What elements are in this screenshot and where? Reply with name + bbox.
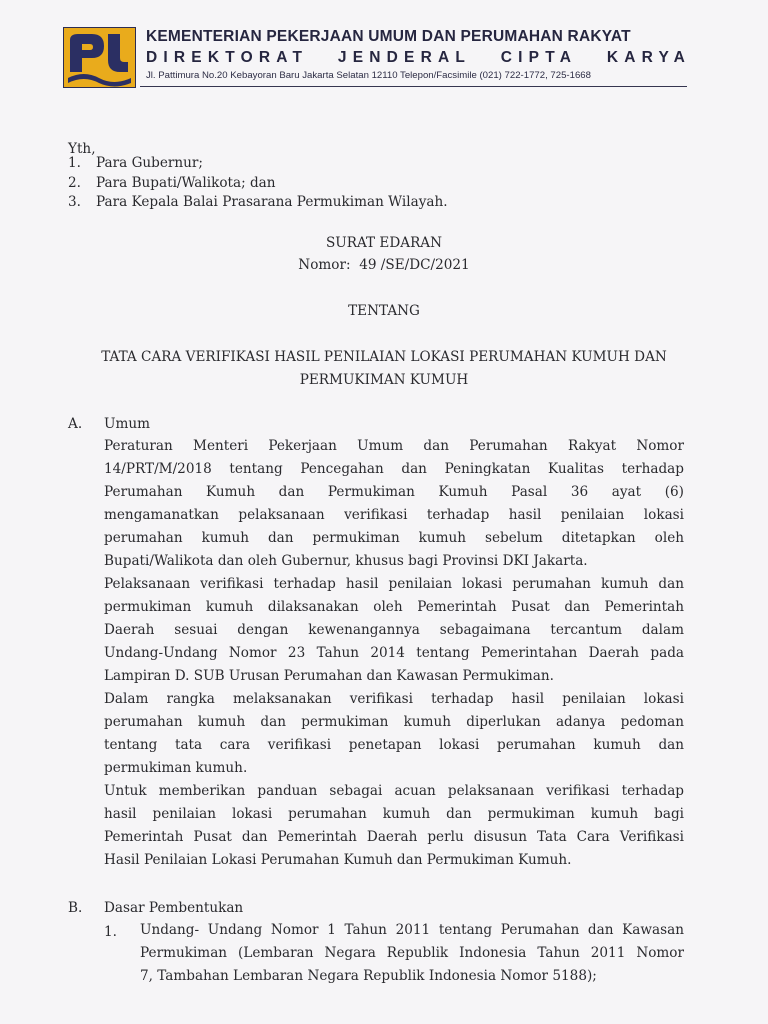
body-line: perumahan kumuh dan permukiman kumuh sebelum ditetapkan oleh [104,530,684,546]
letterhead-divider [140,86,687,87]
ministry-name: KEMENTERIAN PEKERJAAN UMUM DAN PERUMAHAN RAKYAT [146,28,631,45]
body-line: perumahan kumuh dan permukiman kumuh diperlukan adanya pedoman [104,714,684,730]
body-line: tentang tata cara verifikasi penetapan lokasi perumahan kumuh dan [104,737,684,753]
section-a-letter: A. [68,416,83,432]
recipient-number: 1. [68,155,81,171]
pupr-emblem-icon [64,28,135,87]
list-item-line: Undang- Undang Nomor 1 Tahun 2011 tentang Perumahan dan Kawasan [140,922,684,938]
body-line: permukiman kumuh. [104,760,248,776]
letter-number: 49 /SE/DC/2021 [359,257,470,273]
salutation: Yth, [68,141,96,157]
recipient-number: 2. [68,175,81,191]
list-item-line: Permukiman (Lembaran Negara Republik Indonesia Tahun 2011 Nomor [140,945,684,961]
letter-title-line: TATA CARA VERIFIKASI HASIL PENILAIAN LOKASI PERUMAHAN KUMUH DAN [101,349,667,365]
list-item-number: 1. [104,924,117,940]
body-line: Untuk memberikan panduan sebagai acuan pelaksanaan verifikasi terhadap [104,783,684,799]
body-line: Pelaksanaan verifikasi terhadap hasil penilaian lokasi perumahan kumuh dan [104,576,684,592]
recipient-text: Para Gubernur; [96,155,204,171]
body-line: Lampiran D. SUB Urusan Perumahan dan Kawasan Permukiman. [104,668,554,684]
body-line: permukiman kumuh dilaksanakan oleh Pemerintah Pusat dan Pemerintah [104,599,684,615]
body-line: Undang-Undang Nomor 23 Tahun 2014 tentang Pemerintahan Daerah pada [104,645,684,661]
directorate-word: KARYA [606,49,691,66]
body-line: Dalam rangka melaksanakan verifikasi terhadap hasil penilaian lokasi [104,691,684,707]
section-a-heading: Umum [104,416,150,432]
directorate-name [146,49,691,67]
body-line: Bupati/Walikota dan oleh Gubernur, khusus bagi Provinsi DKI Jakarta. [104,553,588,569]
section-b-letter: B. [68,900,83,916]
section-b-heading: Dasar Pembentukan [104,900,244,916]
body-line: Perumahan Kumuh dan Permukiman Kumuh Pasal 36 ayat (6) [104,484,684,500]
letter-type: SURAT EDARAN [325,235,443,251]
ministry-logo [63,27,136,88]
recipient-text: Para Bupati/Walikota; dan [96,175,276,191]
recipient-number: 3. [68,194,81,210]
body-line: Pemerintah Pusat dan Pemerintah Daerah perlu disusun Tata Cara Verifikasi [104,829,684,845]
letter-number-line [0,255,768,275]
ministry-address: Jl. Pattimura No.20 Kebayoran Baru Jakarta Selatan 12110 Telepon/Facsimile (021) 722-1772, 725-1668 [146,70,591,81]
body-line: 14/PRT/M/2018 tentang Pencegahan dan Peningkatan Kualitas terhadap [104,461,684,477]
directorate-word: CIPTA [500,49,578,66]
letter-title-line: PERMUKIMAN KUMUH [299,372,469,388]
directorate-word: DIREKTORAT [146,49,309,66]
body-line: Hasil Penilaian Lokasi Perumahan Kumuh dan Permukiman Kumuh. [104,852,572,868]
body-line: hasil penilaian lokasi perumahan kumuh dan permukiman kumuh bagi [104,806,684,822]
body-line: mengamanatkan pelaksanaan verifikasi terhadap hasil penilaian lokasi [104,507,684,523]
letter-number-label: Nomor: [298,257,351,273]
body-line: Daerah sesuai dengan kewenangannya sebagaimana tercantum dalam [104,622,684,638]
about-label: TENTANG [348,303,420,319]
body-line: Peraturan Menteri Pekerjaan Umum dan Perumahan Rakyat Nomor [104,438,684,454]
directorate-word: JENDERAL [337,49,472,66]
recipient-text: Para Kepala Balai Prasarana Permukiman Wilayah. [96,194,448,210]
list-item-line: 7, Tambahan Lembaran Negara Republik Indonesia Nomor 5188); [140,968,597,984]
